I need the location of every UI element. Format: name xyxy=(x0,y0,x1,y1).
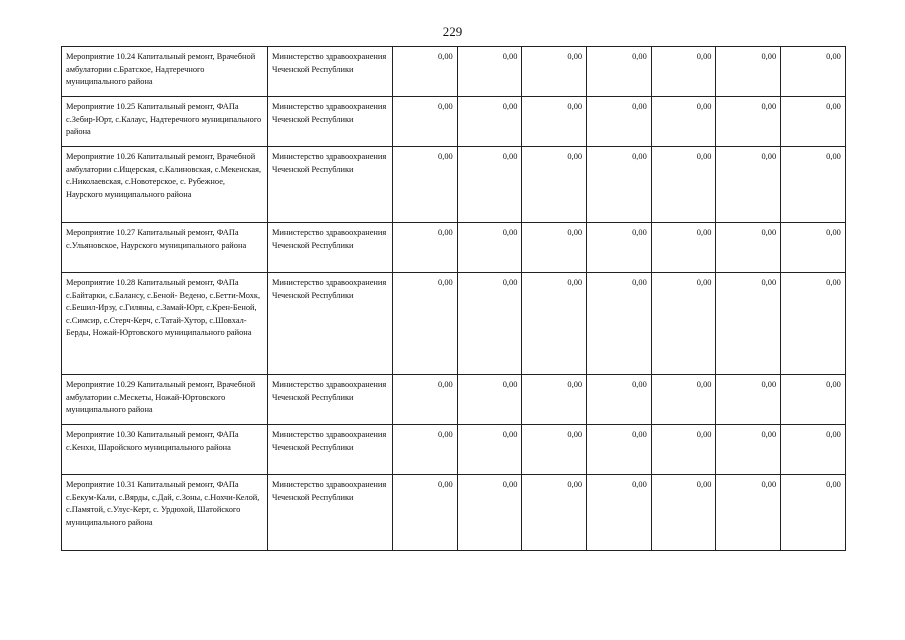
table-row xyxy=(62,47,846,97)
value-cell: 0,00 xyxy=(457,273,522,375)
value-cell: 0,00 xyxy=(587,273,652,375)
value-cell: 0,00 xyxy=(781,97,846,147)
value-cell: 0,00 xyxy=(716,375,781,425)
value-cell: 0,00 xyxy=(393,375,458,425)
value-cell: 0,00 xyxy=(781,425,846,475)
responsible-executor: Министерство здравоохранения Чеченской Республики xyxy=(268,47,393,97)
value-cell: 0,00 xyxy=(781,475,846,551)
value-cell: 0,00 xyxy=(457,223,522,273)
value-cell: 0,00 xyxy=(651,97,716,147)
value-cell: 0,00 xyxy=(393,47,458,97)
value-cell: 0,00 xyxy=(587,475,652,551)
measure-name: Мероприятие 10.28 Капитальный ремонт, ФАПа с.Байтарки, с.Балансу, с.Беной- Ведено, с.Бетти-Мохк, с.Бешил-Ирзу, с.Гиляны, с.Замай-Юрт, с.Крен-Беной, с.Симсир, с.Стерч-Керч, с.Татай-Хутор, с.Шовхал-Берды, Ножай-Юртовского муниципального района xyxy=(62,273,268,375)
measure-name: Мероприятие 10.26 Капитальный ремонт, Врачебной амбулатории с.Ищерская, с.Калиновская, с.Мекенская, с.Николаевская, с.Новотерское, с. Рубежное, Наурского муниципального района xyxy=(62,147,268,223)
measure-name: Мероприятие 10.25 Капитальный ремонт, ФАПа с.Зебир-Юрт, с.Калаус, Надтеречного муниципального района xyxy=(62,97,268,147)
value-cell: 0,00 xyxy=(587,375,652,425)
table-row xyxy=(62,147,846,223)
table-row xyxy=(62,97,846,147)
value-cell: 0,00 xyxy=(587,47,652,97)
value-cell: 0,00 xyxy=(393,273,458,375)
value-cell: 0,00 xyxy=(651,475,716,551)
responsible-executor: Министерство здравоохранения Чеченской Республики xyxy=(268,223,393,273)
table-row xyxy=(62,425,846,475)
value-cell: 0,00 xyxy=(522,475,587,551)
value-cell: 0,00 xyxy=(781,273,846,375)
value-cell: 0,00 xyxy=(522,47,587,97)
responsible-executor: Министерство здравоохранения Чеченской Республики xyxy=(268,147,393,223)
value-cell: 0,00 xyxy=(587,147,652,223)
table-row xyxy=(62,223,846,273)
responsible-executor: Министерство здравоохранения Чеченской Республики xyxy=(268,425,393,475)
responsible-executor: Министерство здравоохранения Чеченской Республики xyxy=(268,97,393,147)
value-cell: 0,00 xyxy=(716,223,781,273)
value-cell: 0,00 xyxy=(457,147,522,223)
value-cell: 0,00 xyxy=(457,475,522,551)
value-cell: 0,00 xyxy=(393,475,458,551)
value-cell: 0,00 xyxy=(651,47,716,97)
table-row xyxy=(62,475,846,551)
value-cell: 0,00 xyxy=(522,223,587,273)
value-cell: 0,00 xyxy=(457,375,522,425)
value-cell: 0,00 xyxy=(716,475,781,551)
value-cell: 0,00 xyxy=(457,47,522,97)
value-cell: 0,00 xyxy=(522,97,587,147)
value-cell: 0,00 xyxy=(651,425,716,475)
value-cell: 0,00 xyxy=(716,97,781,147)
value-cell: 0,00 xyxy=(651,147,716,223)
responsible-executor: Министерство здравоохранения Чеченской Республики xyxy=(268,375,393,425)
value-cell: 0,00 xyxy=(716,273,781,375)
value-cell: 0,00 xyxy=(587,425,652,475)
value-cell: 0,00 xyxy=(716,47,781,97)
page-number: 229 xyxy=(442,24,463,39)
value-cell: 0,00 xyxy=(393,223,458,273)
value-cell: 0,00 xyxy=(393,425,458,475)
value-cell: 0,00 xyxy=(522,273,587,375)
table-row xyxy=(62,375,846,425)
value-cell: 0,00 xyxy=(457,425,522,475)
value-cell: 0,00 xyxy=(651,375,716,425)
value-cell: 0,00 xyxy=(781,223,846,273)
value-cell: 0,00 xyxy=(393,147,458,223)
value-cell: 0,00 xyxy=(781,147,846,223)
value-cell: 0,00 xyxy=(781,47,846,97)
value-cell: 0,00 xyxy=(781,375,846,425)
value-cell: 0,00 xyxy=(587,223,652,273)
value-cell: 0,00 xyxy=(393,97,458,147)
measure-name: Мероприятие 10.24 Капитальный ремонт, Врачебной амбулатории с.Братское, Надтеречного муниципального района xyxy=(62,47,268,97)
measures-table xyxy=(61,46,846,551)
value-cell: 0,00 xyxy=(651,223,716,273)
measure-name: Мероприятие 10.31 Капитальный ремонт, ФАПа с.Бекум-Кали, с.Вярды, с.Дай, с.Зоны, с.Нохчи-Келой, с.Памятой, с.Улус-Керт, с. Урдюхой, Шатойского муниципального района xyxy=(62,475,268,551)
measure-name: Мероприятие 10.27 Капитальный ремонт, ФАПа с.Ульяновское, Наурского муниципального района xyxy=(62,223,268,273)
value-cell: 0,00 xyxy=(651,273,716,375)
responsible-executor: Министерство здравоохранения Чеченской Республики xyxy=(268,475,393,551)
value-cell: 0,00 xyxy=(522,147,587,223)
value-cell: 0,00 xyxy=(457,97,522,147)
value-cell: 0,00 xyxy=(522,425,587,475)
table-row xyxy=(62,273,846,375)
measure-name: Мероприятие 10.29 Капитальный ремонт, Врачебной амбулатории с.Мескеты, Ножай-Юртовского муниципального района xyxy=(62,375,268,425)
value-cell: 0,00 xyxy=(522,375,587,425)
value-cell: 0,00 xyxy=(716,425,781,475)
value-cell: 0,00 xyxy=(587,97,652,147)
measure-name: Мероприятие 10.30 Капитальный ремонт, ФАПа с.Кенхи, Шаройского муниципального района xyxy=(62,425,268,475)
value-cell: 0,00 xyxy=(716,147,781,223)
responsible-executor: Министерство здравоохранения Чеченской Республики xyxy=(268,273,393,375)
